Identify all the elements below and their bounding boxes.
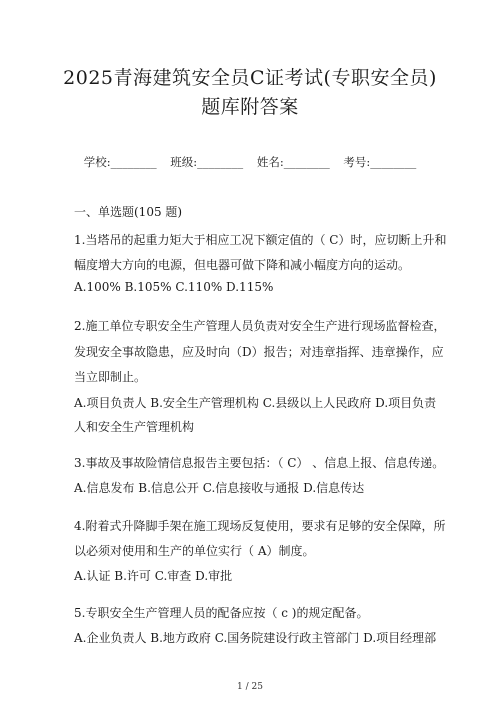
- q2-line2: 发现安全事故隐患，应及时向（D）报告；对违章指挥、违章操作，应: [74, 345, 444, 359]
- q4-options: A.认证 B.许可 C.审查 D.审批: [74, 569, 233, 583]
- student-info-line: [0, 154, 500, 170]
- page-number: 1 / 25: [237, 682, 263, 692]
- section-heading: 一、单选题(105 题): [74, 205, 183, 219]
- q1-line2: 幅度增大方向的电源，但电器可做下降和减小幅度方向的运动。: [74, 258, 411, 272]
- name-field: 姓名:________: [256, 155, 330, 169]
- doc-title-line2: 题库附答案: [201, 96, 299, 118]
- doc-title-line1: 2025青海建筑安全员C证考试(专职安全员): [63, 67, 437, 89]
- q2-options-line2: 人和安全生产管理机构: [74, 420, 195, 434]
- q4-line1: 4.附着式升降脚手架在施工现场反复使用，要求有足够的安全保障，所: [74, 519, 446, 533]
- q3-line1: 3.事故及事故险情信息报告主要包括：（ C） 、信息上报、信息传递。: [74, 456, 445, 470]
- school-field: 学校:________: [83, 155, 157, 169]
- q3-options: A.信息发布 B.信息公开 C.信息接收与通报 D.信息传达: [74, 481, 365, 495]
- q5-options: A.企业负责人 B.地方政府 C.国务院建设行政主管部门 D.项目经理部: [74, 631, 437, 645]
- q1-options: A.100% B.105% C.110% D.115%: [74, 280, 274, 294]
- class-field: 班级:________: [170, 155, 244, 169]
- q2-line1: 2.施工单位专职安全生产管理人员负责对安全生产进行现场监督检查，: [74, 319, 446, 333]
- exam-no-field: 考号:________: [343, 155, 417, 169]
- q4-line2: 以必须对使用和生产的单位实行（ A）制度。: [74, 544, 315, 558]
- q2-options-line1: A.项目负责人 B.安全生产管理机构 C.县级以上人民政府 D.项目负责: [74, 396, 437, 410]
- q1-line1: 1.当塔吊的起重力矩大于相应工况下额定值的（ C）时，应切断上升和: [74, 233, 447, 247]
- q2-line3: 当立即制止。: [74, 370, 147, 384]
- q5-line1: 5.专职安全生产管理人员的配备应按（ c )的规定配备。: [74, 606, 369, 620]
